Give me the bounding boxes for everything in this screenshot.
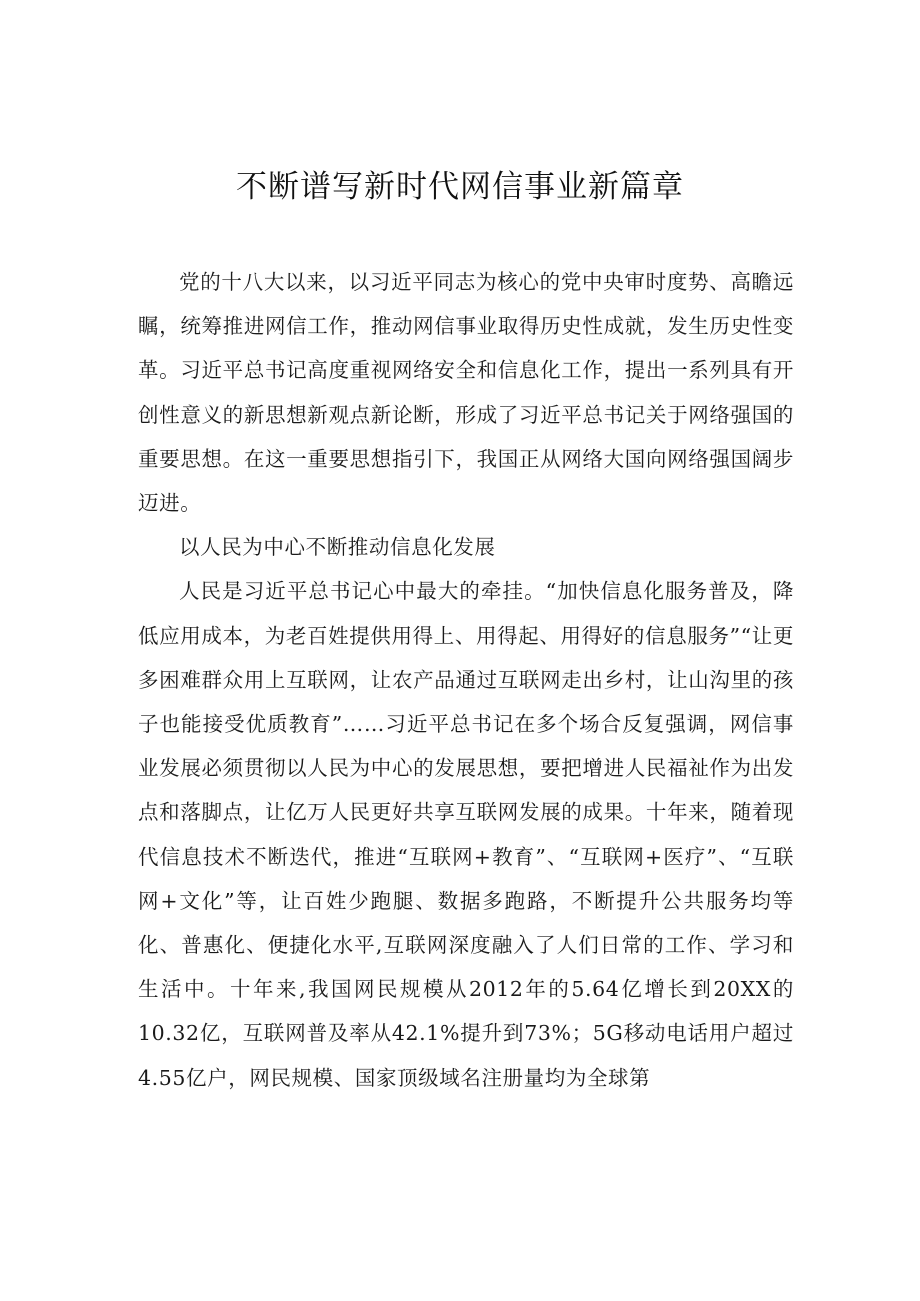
document-title: 不断谱写新时代网信事业新篇章 [236,169,684,205]
section-heading: 以人民为中心不断推动信息化发展 [179,535,496,560]
paragraph-intro: 党的十八大以来，以习近平同志为核心的党中央审时度势、高瞻远瞩，统筹推进网信工作，推动网信事业取得历史性成就，发生历史性变革。习近平总书记高度重视网络安全和信息化工作，提出一系列具有开创性意义的新思想新观点新论断，形成了习近平总书记关于网络强国的重要思想。在这一重要思想指引下，我国正从网络大国向网络强国阔步迈进。 [138,270,794,516]
document-body [138,260,794,1100]
paragraph-people: 人民是习近平总书记心中最大的牵挂。“加快信息化服务普及，降低应用成本，为老百姓提供用得上、用得起、用得好的信息服务”“让更多困难群众用上互联网，让农产品通过互联网走出乡村，让山沟里的孩子也能接受优质教育”……习近平总书记在多个场合反复强调，网信事业发展必须贯彻以人民为中心的发展思想，要把增进人民福祉作为出发点和落脚点，让亿万人民更好共享互联网发展的成果。十年来，随着现代信息技术不断迭代，推进“互联网+教育”、“互联网+医疗”、“互联网+文化”等，让百姓少跑腿、数据多跑路，不断提升公共服务均等化、普惠化、便捷化水平,互联网深度融入了人们日常的工作、学习和生活中。十年来,我国网民规模从2012年的5.64亿增长到20XX的10.32亿，互联网普及率从42.1%提升到73%；5G移动电话用户超过4.55亿户，网民规模、国家顶级域名注册量均为全球第 [138,579,794,1090]
